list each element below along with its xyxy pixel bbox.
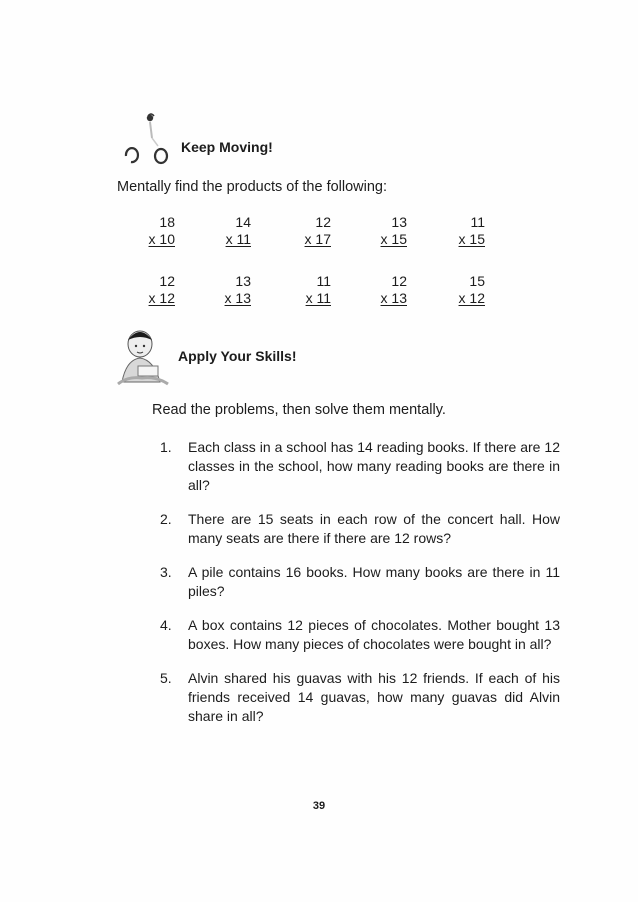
problem-number: 3.	[160, 564, 172, 580]
word-problem	[160, 563, 560, 601]
multiplication-problem: 13 x 13	[224, 273, 251, 306]
problem-number: 5.	[160, 670, 172, 686]
multiplication-problem: 11 x 11	[305, 273, 331, 306]
multiplication-row	[125, 214, 505, 248]
word-problem	[160, 669, 560, 726]
section-title-keep-moving: Keep Moving!	[181, 139, 273, 155]
word-problem-list	[160, 438, 560, 741]
problem-number: 1.	[160, 439, 172, 455]
problem-text: A box contains 12 pieces of chocolates. Mother bought 13 boxes. How many pieces of chocolates were bought in all?	[188, 617, 560, 652]
multiplication-problem: 15 x 12	[458, 273, 485, 306]
problem-number: 4.	[160, 617, 172, 633]
problem-text: A pile contains 16 books. How many books are there in 11 piles?	[188, 564, 560, 599]
multiplication-problem: 18 x 10	[148, 214, 175, 247]
multiplication-problem: 12 x 17	[304, 214, 331, 247]
bicycle-rider-icon	[118, 112, 178, 168]
section-title-apply-skills: Apply Your Skills!	[178, 348, 297, 364]
page-number: 39	[312, 800, 326, 812]
problem-number: 2.	[160, 511, 172, 527]
problem-text: There are 15 seats in each row of the concert hall. How many seats are there if there are 12 rows?	[188, 511, 560, 546]
instruction-text: Mentally find the products of the following:	[117, 179, 388, 195]
multiplication-problem: 12 x 13	[380, 273, 407, 306]
multiplication-problem: 14 x 11	[225, 214, 251, 247]
multiplication-problem: 13 x 15	[380, 214, 407, 247]
problem-text: Alvin shared his guavas with his 12 friends. If each of his friends received 14 guavas, how many guavas did Alvin share in all?	[188, 670, 560, 724]
intro-text: Read the problems, then solve them mentally.	[152, 402, 446, 418]
multiplication-row	[125, 273, 505, 307]
word-problem	[160, 616, 560, 654]
word-problem	[160, 510, 560, 548]
multiplication-problem: 12 x 12	[148, 273, 175, 306]
boy-reading-icon	[112, 322, 176, 386]
multiplication-problem: 11 x 15	[458, 214, 485, 247]
multiplication-grid	[125, 214, 505, 332]
word-problem	[160, 438, 560, 495]
problem-text: Each class in a school has 14 reading books. If there are 12 classes in the school, how many reading books are there in all?	[188, 439, 560, 493]
